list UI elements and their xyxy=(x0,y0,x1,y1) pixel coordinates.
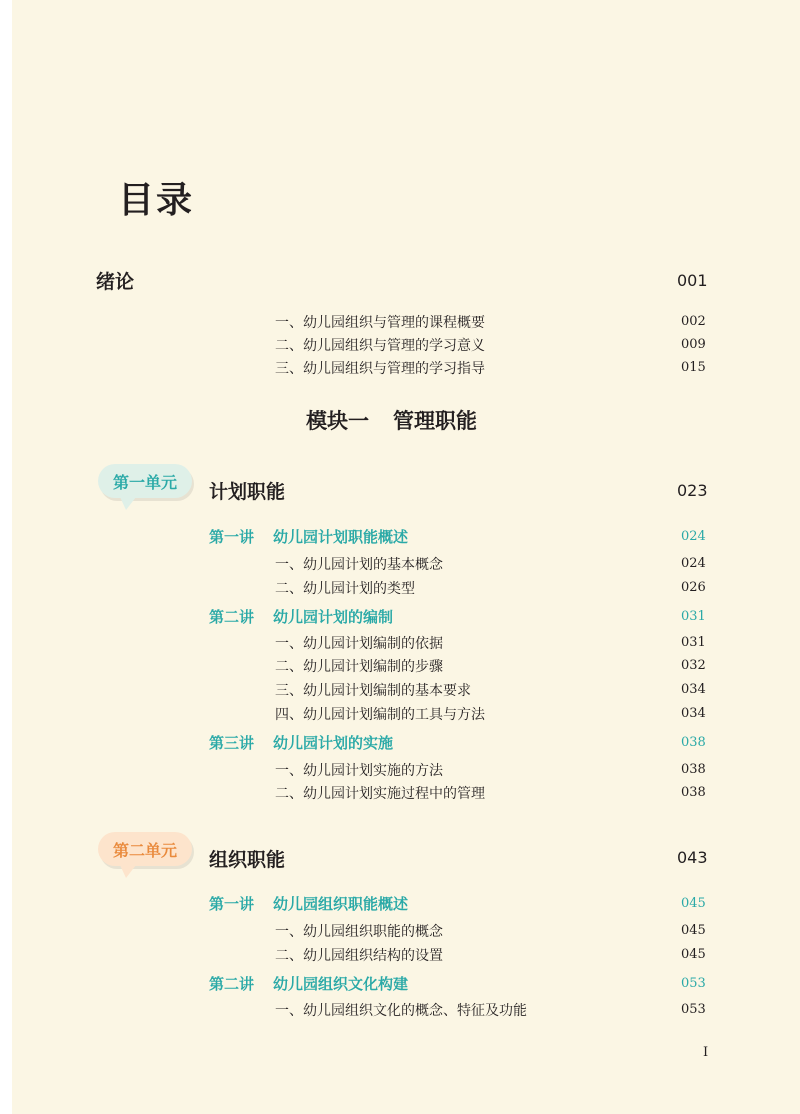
lecture-num: 第二讲 xyxy=(209,608,255,626)
lecture-page: 045 xyxy=(681,896,706,911)
page-edge xyxy=(0,0,12,1114)
lecture-heading xyxy=(209,606,393,627)
unit-badge-label: 第二单元 xyxy=(112,840,177,860)
module-name: 管理职能 xyxy=(393,408,477,433)
module-label: 模块一 xyxy=(306,408,369,433)
toc-item: 一、幼儿园组织职能的概念 xyxy=(275,924,443,940)
toc-item: 一、幼儿园计划的基本概念 xyxy=(275,557,443,573)
lecture-title: 幼儿园组织职能概述 xyxy=(273,895,409,913)
toc-item: 二、幼儿园组织与管理的学习意义 xyxy=(275,338,485,354)
toc-item-page: 038 xyxy=(681,762,706,777)
toc-item-page: 045 xyxy=(681,947,706,962)
lecture-title: 幼儿园组织文化构建 xyxy=(273,975,409,993)
lecture-heading xyxy=(209,526,408,547)
module-heading xyxy=(306,405,477,435)
toc-item-page: 045 xyxy=(681,923,706,938)
unit-page: 023 xyxy=(677,481,708,500)
toc-item: 一、幼儿园组织与管理的课程概要 xyxy=(275,315,485,331)
toc-item-page: 034 xyxy=(681,706,706,721)
unit-title: 计划职能 xyxy=(209,481,286,503)
toc-item: 一、幼儿园组织文化的概念、特征及功能 xyxy=(275,1003,527,1019)
unit-page: 043 xyxy=(677,848,708,867)
lecture-num: 第三讲 xyxy=(209,734,255,752)
unit-title: 组织职能 xyxy=(209,849,286,871)
lecture-title: 幼儿园计划的编制 xyxy=(273,608,394,626)
lecture-num: 第一讲 xyxy=(209,895,255,913)
lecture-page: 038 xyxy=(681,735,706,750)
lecture-page: 053 xyxy=(681,976,706,991)
toc-item: 四、幼儿园计划编制的工具与方法 xyxy=(275,707,485,723)
page-title: 目录 xyxy=(118,179,195,221)
lecture-num: 第一讲 xyxy=(209,528,255,546)
lecture-title: 幼儿园计划职能概述 xyxy=(273,528,409,546)
toc-item-page: 026 xyxy=(681,580,706,595)
toc-item-page: 024 xyxy=(681,556,706,571)
lecture-heading xyxy=(209,732,393,753)
toc-item-page: 053 xyxy=(681,1002,706,1017)
lecture-heading xyxy=(209,893,408,914)
page-number-mark: I xyxy=(703,1045,709,1060)
toc-item: 三、幼儿园组织与管理的学习指导 xyxy=(275,361,485,377)
intro-heading: 绪论 xyxy=(96,271,135,293)
toc-item-page: 031 xyxy=(681,635,706,650)
intro-page: 001 xyxy=(677,271,708,290)
toc-item-page: 034 xyxy=(681,682,706,697)
toc-item: 一、幼儿园计划实施的方法 xyxy=(275,763,443,779)
unit-badge xyxy=(98,832,192,866)
lecture-heading xyxy=(209,973,408,994)
lecture-num: 第二讲 xyxy=(209,975,255,993)
toc-item: 二、幼儿园计划实施过程中的管理 xyxy=(275,786,485,802)
toc-item-page: 015 xyxy=(681,360,706,375)
toc-item: 二、幼儿园组织结构的设置 xyxy=(275,948,443,964)
toc-item-page: 009 xyxy=(681,337,706,352)
toc-item: 二、幼儿园计划编制的步骤 xyxy=(275,659,443,675)
unit-badge-label: 第一单元 xyxy=(112,472,177,492)
lecture-page: 031 xyxy=(681,609,706,624)
toc-item-page: 038 xyxy=(681,785,706,800)
toc-item-page: 032 xyxy=(681,658,706,673)
toc-item: 二、幼儿园计划的类型 xyxy=(275,581,415,597)
toc-item: 三、幼儿园计划编制的基本要求 xyxy=(275,683,471,699)
lecture-title: 幼儿园计划的实施 xyxy=(273,734,394,752)
toc-item-page: 002 xyxy=(681,314,706,329)
lecture-page: 024 xyxy=(681,529,706,544)
toc-item: 一、幼儿园计划编制的依据 xyxy=(275,636,443,652)
unit-badge xyxy=(98,464,192,498)
